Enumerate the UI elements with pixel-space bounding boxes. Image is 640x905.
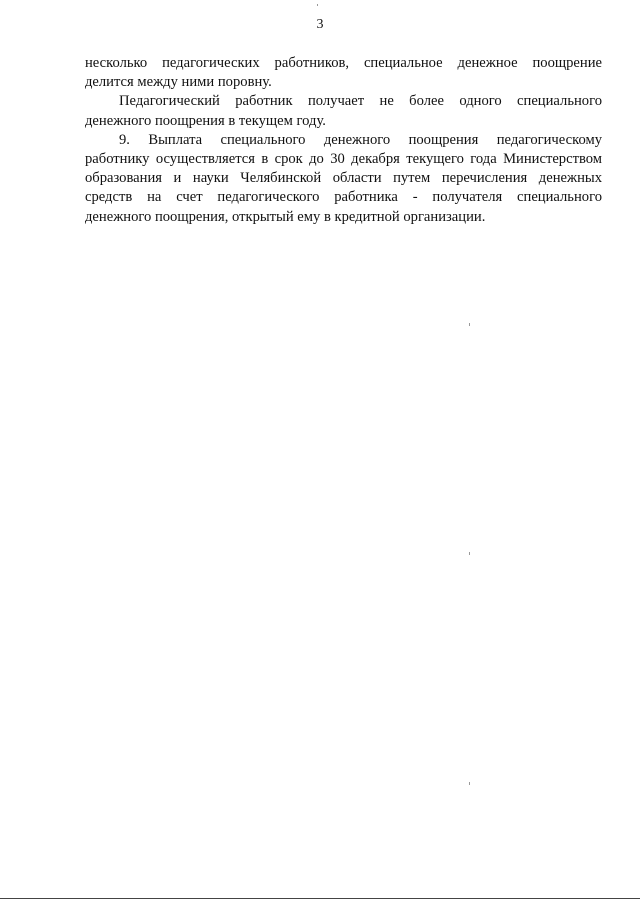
text-line: Педагогический работник получает не более одного специального <box>119 93 602 110</box>
paragraph-3 <box>85 131 602 227</box>
text-line: делится между ними поровну. <box>85 74 272 91</box>
text-line: денежного поощрения, открытый ему в кредитной организации. <box>85 208 486 225</box>
page-number: 3 <box>316 17 324 32</box>
paragraph-2 <box>85 92 602 130</box>
scan-speck <box>469 552 470 555</box>
text-line: работнику осуществляется в срок до 30 декабря текущего года Министерством <box>85 151 602 168</box>
paragraph-1 <box>85 54 602 92</box>
text-line: образования и науки Челябинской области путем перечисления денежных <box>85 170 602 187</box>
text-line: средств на счет педагогического работника - получателя специального <box>85 189 602 206</box>
text-line: несколько педагогических работников, специальное денежное поощрение <box>85 55 602 71</box>
document-body <box>85 54 602 227</box>
text-line: 9. Выплата специального денежного поощрения педагогическому <box>119 131 602 148</box>
scan-speck <box>469 782 470 785</box>
text-line: денежного поощрения в текущем году. <box>85 112 326 129</box>
page-bottom-edge <box>0 898 640 899</box>
scan-speck <box>317 4 318 6</box>
scan-speck <box>469 323 470 326</box>
